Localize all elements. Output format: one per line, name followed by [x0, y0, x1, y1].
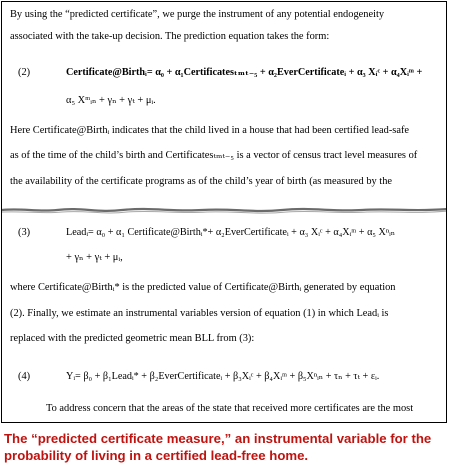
- paragraph-3-line-1: where Certificate@Birthᵢ* is the predicted value of Certificate@Birthᵢ generated by equation: [10, 282, 396, 293]
- paragraph-3-line-3: replaced with the predicted geometric mean BLL from (3):: [10, 333, 255, 344]
- equation-2-line-1: Certificate@Birthᵢ= α₀ + α₁Certificatesₜₘₜ₋₅ + α₂EverCertificateᵢ + α₃ Xᵢᶜ + α₄Xᵢᵐ +: [66, 67, 423, 78]
- paragraph-2-line-1: Here Certificate@Birthᵢ indicates that the child lived in a house that had been certified lead-safe: [10, 125, 410, 136]
- equation-2-number: (2): [18, 67, 31, 78]
- paragraph-1-line-2: associated with the take-up decision. The prediction equation takes the form:: [10, 31, 330, 42]
- equation-4-line-1: Yᵢ= β₀ + β₁Leadᵢ* + β₂EverCertificateᵢ + β₃Xᵢᶜ + β₄Xᵢᵐ + β₅Xⁿᵢₙ + τₙ + τₜ + εᵢ.: [66, 371, 380, 382]
- paragraph-4-line-1: To address concern that the areas of the state that received more certificates are the most: [46, 403, 414, 414]
- paragraph-2-line-2: as of the time of the child’s birth and Certificatesₜₘₜ₋₅ is a vector of census tract level measures of: [10, 150, 418, 161]
- equation-4-number: (4): [18, 371, 31, 382]
- equation-3-number: (3): [18, 227, 31, 238]
- caption: [4, 430, 446, 464]
- paragraph-3-line-2: (2). Finally, we estimate an instrumental variables version of equation (1) in which Leadᵢ is: [10, 308, 389, 319]
- document-excerpt: [1, 1, 447, 423]
- equation-3-line-1: Leadᵢ= α₀ + α₁ Certificate@Birthᵢ*+ α₂EverCertificateᵢ + α₃ Xᵢᶜ + α₄Xᵢᵐ + α₅ Xⁿᵢₙ: [66, 227, 396, 238]
- equation-3-line-2: + γₙ + γₜ + μᵢ,: [66, 252, 123, 263]
- equation-2-line-2: α₅ Xᵐᵢₙ + γₙ + γₜ + μᵢ.: [66, 95, 156, 106]
- torn-page-divider: [2, 203, 447, 217]
- caption-line-1: The “predicted certificate measure,” an instrumental variable for the: [4, 431, 432, 446]
- paragraph-2-line-3: the availability of the certificate programs as of the child’s year of birth (as measured by the: [10, 176, 393, 187]
- paragraph-1-line-1: By using the “predicted certificate”, we purge the instrument of any potential endogeneity: [10, 9, 385, 20]
- caption-line-2: probability of living in a certified lead-free home.: [4, 448, 309, 463]
